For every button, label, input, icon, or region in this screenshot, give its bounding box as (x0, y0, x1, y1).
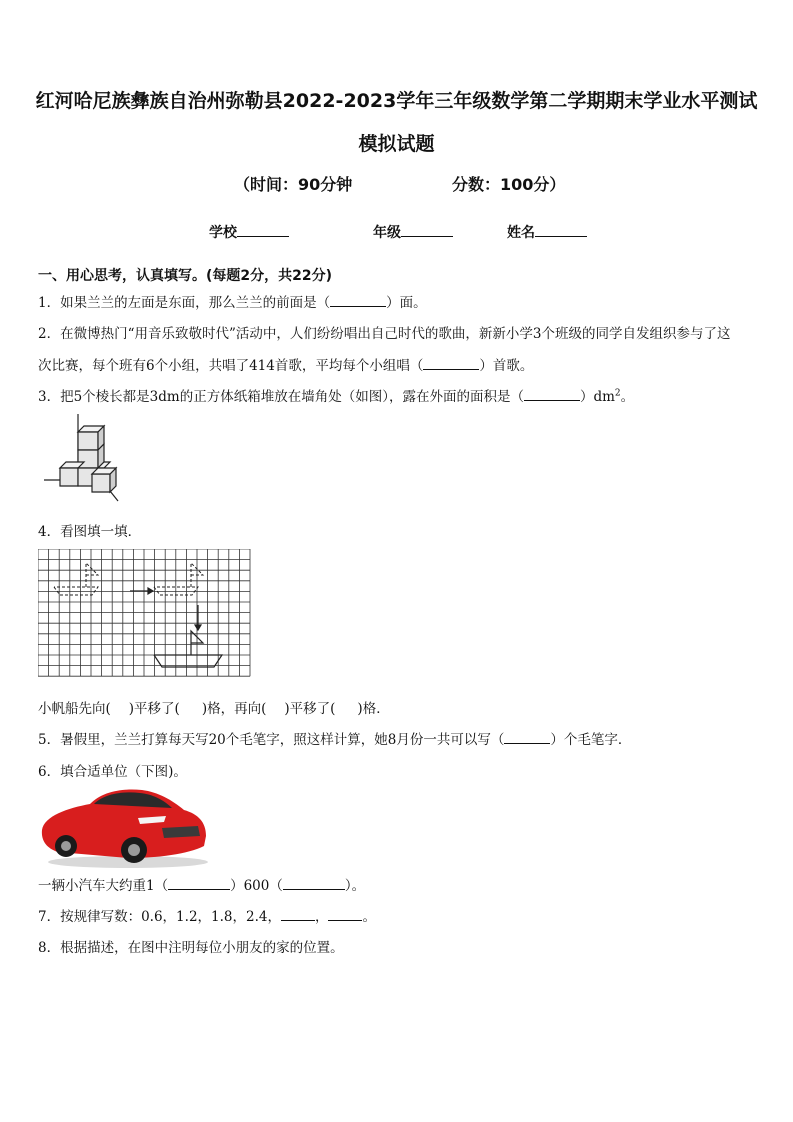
q3-blank[interactable] (524, 388, 580, 401)
cube-left-front (60, 468, 78, 486)
school-field (209, 222, 289, 242)
question-5 (38, 728, 631, 748)
q7-blank-1[interactable] (281, 908, 315, 921)
question-6: 6．填合适单位（下图)。 (38, 764, 187, 780)
cube-right-front (92, 474, 110, 492)
question-3 (38, 385, 634, 405)
q1-blank[interactable] (330, 294, 386, 307)
car-grille (162, 826, 200, 838)
q3-unit-exponent: 2 (614, 388, 621, 399)
question-6-answer (38, 874, 365, 894)
question-4: 4．看图填一填． (38, 524, 142, 540)
grade-label: 年级 (373, 225, 401, 241)
exam-score: 分数：100分） (452, 175, 566, 194)
q5-blank[interactable] (504, 731, 550, 744)
q7-text: 7．按规律写数：0.6，1.2，1.8，2.4， (38, 909, 281, 925)
q4-text-c: )格，再向( (201, 701, 267, 717)
grade-blank[interactable] (401, 222, 453, 237)
right-arrow-head (148, 588, 153, 594)
q6-blank-2[interactable] (283, 877, 345, 890)
q4-text-e: )格． (357, 701, 390, 717)
q4-text-a: 小帆船先向( (38, 701, 111, 717)
q6-text-c: ）。 (344, 878, 366, 894)
question-4-answer (38, 697, 390, 717)
name-blank[interactable] (535, 222, 587, 237)
q4-text-d: )平移了( (284, 701, 336, 717)
q7-end: 。 (362, 909, 376, 925)
boat-original-sail (86, 563, 98, 587)
cube-stack-figure (40, 412, 130, 504)
exam-title-line2: 模拟试题 (358, 133, 435, 155)
q2-text-end: ）首歌。 (479, 358, 534, 374)
q6-text-a: 一辆小汽车大约重1（ (38, 878, 169, 894)
down-arrow-head (195, 625, 201, 630)
q5-text-end: ）个毛笔字． (550, 732, 632, 748)
q1-text-end: ）面。 (386, 295, 427, 311)
q5-text: 5．暑假里，兰兰打算每天写20个毛笔字，照这样计算，她8月份一共可以写（ (38, 732, 505, 748)
q1-text: 1．如果兰兰的左面是东面，那么兰兰的前面是（ (38, 295, 331, 311)
q3-unit: ）dm (579, 389, 615, 405)
question-1 (38, 291, 427, 311)
car-rear-rim (61, 841, 71, 851)
name-field (507, 222, 587, 242)
q6-blank-1[interactable] (168, 877, 230, 890)
question-7 (38, 905, 376, 925)
translation-grid-figure (38, 549, 252, 681)
grade-field (373, 222, 453, 242)
q2-blank[interactable] (423, 357, 479, 370)
school-blank[interactable] (237, 222, 289, 237)
school-label: 学校 (209, 225, 237, 241)
q7-separator: ， (314, 909, 329, 925)
q4-text-b: )平移了( (128, 701, 180, 717)
name-label: 姓名 (507, 225, 535, 241)
q6-text-b: ）600（ (230, 878, 283, 894)
red-car-image (38, 780, 210, 870)
question-8: 8．根据描述，在图中注明每位小朋友的家的位置。 (38, 940, 344, 956)
question-2-line1: 2．在微博热门“用音乐致敬时代”活动中，人们纷纷唱出自己时代的歌曲，新新小学3个班级的同学自发组织参与了这 (38, 326, 731, 342)
q7-blank-2[interactable] (328, 908, 362, 921)
cube-top-front (78, 432, 98, 450)
q2-text: 次比赛，每个班有6个小组，共唱了414首歌，平均每个小组唱（ (38, 358, 424, 374)
q3-text: 3．把5个棱长都是3dm的正方体纸箱堆放在墙角处（如图），露在外面的面积是（ (38, 389, 524, 405)
section-heading: 一、用心思考，认真填写。(每题2分，共22分) (38, 268, 333, 284)
grid-lines (38, 549, 250, 676)
car-front-rim (128, 844, 140, 856)
exam-title-line1: 红河哈尼族彝族自治州弥勒县2022-2023学年三年级数学第二学期期末学业水平测试 (35, 90, 758, 112)
q3-end: 。 (620, 389, 635, 405)
exam-time: （时间：90分钟 (234, 175, 353, 194)
question-2-line2 (38, 354, 533, 374)
